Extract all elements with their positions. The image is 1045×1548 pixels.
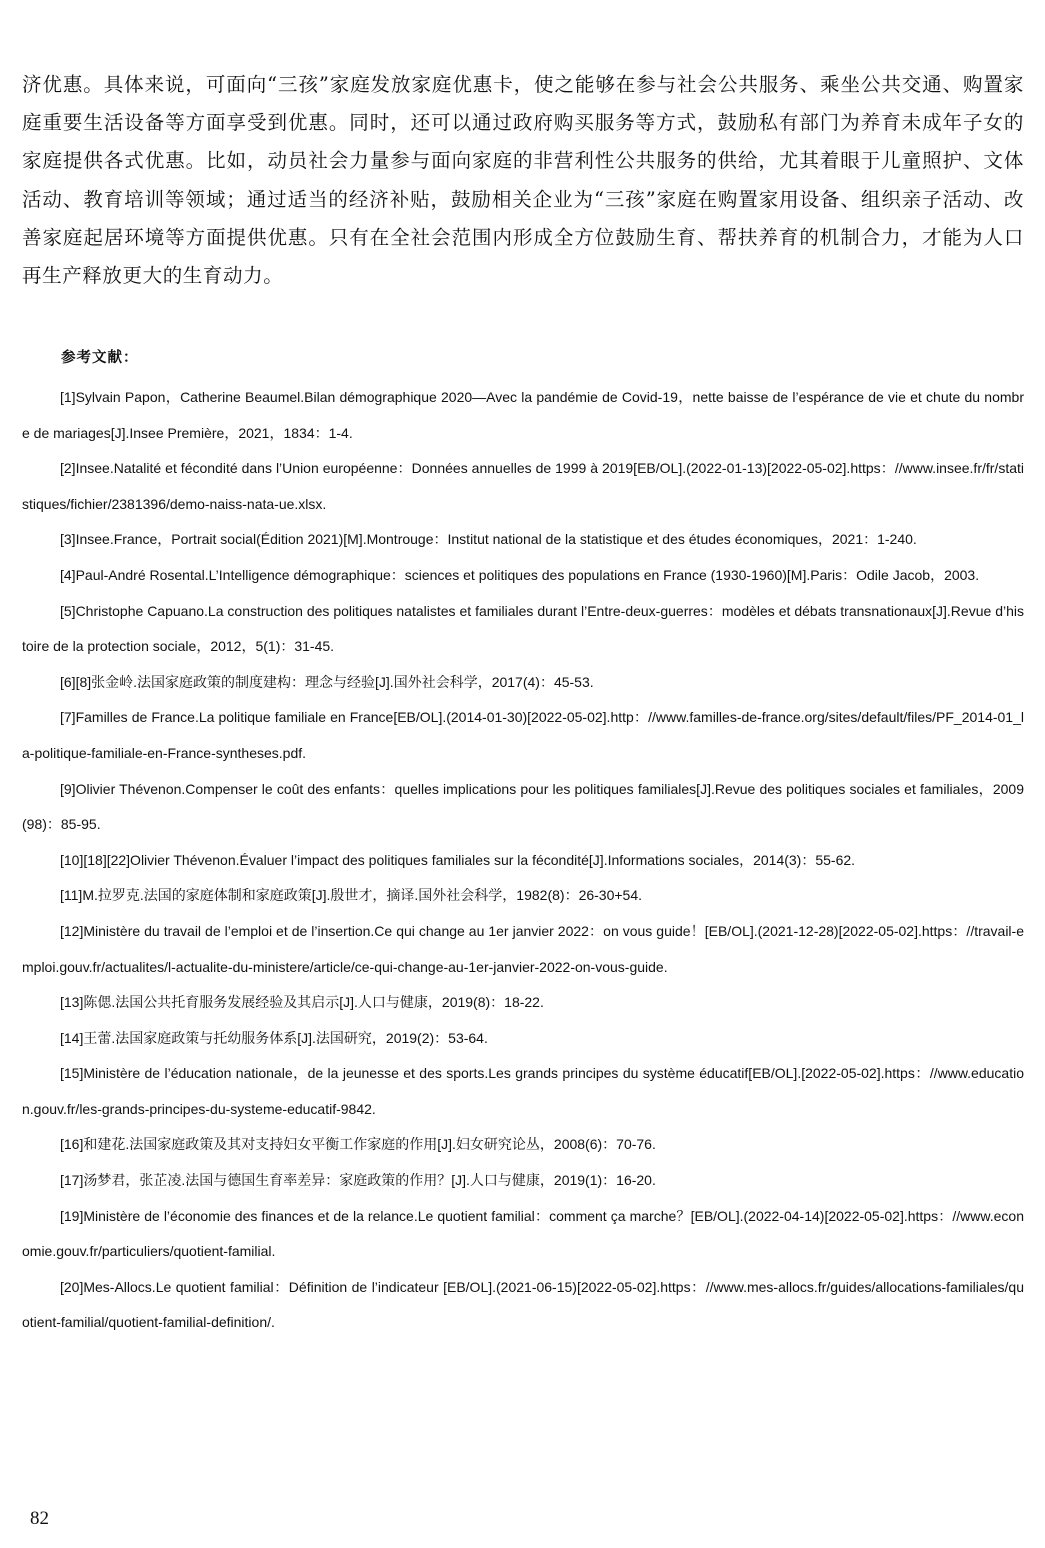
reference-item: [11]M.拉罗克.法国的家庭体制和家庭政策[J].殷世才，摘译.国外社会科学，1982(8)：26-30+54. [60, 887, 643, 904]
page-number: 82 [30, 1508, 49, 1529]
reference-item: [12]Ministère du travail de l’emploi et de l’insertion.Ce qui change au 1er janvier 2022：on vous guide！[EB/OL].(2021-12-28)[2022-05-02].https：//travail-emploi.gouv.fr/actualites/l-actualite-du-ministere/article/ce-qui-change-au-1er-janvier-2022-on-vous-guide. [22, 922, 1024, 975]
reference-item: [10][18][22]Olivier Thévenon.Évaluer l’impact des politiques familiales sur la fécondité[J].Informations sociales，2014(3)：55-62. [60, 851, 856, 868]
reference-item: [4]Paul-André Rosental.L’Intelligence démographique：sciences et politiques des populations en France (1930-1960)[M].Paris：Odile Jacob，2003. [60, 566, 980, 583]
reference-item: [7]Familles de France.La politique familiale en France[EB/OL].(2014-01-30)[2022-05-02].http：//www.familles-de-france.org/sites/default/files/PF_2014-01_la-politique-familiale-en-France-syntheses.pdf. [22, 709, 1024, 761]
body-paragraph: 济优惠。具体来说，可面向“三孩”家庭发放家庭优惠卡，使之能够在参与社会公共服务、乘坐公共交通、购置家庭重要生活设备等方面享受到优惠。同时，还可以通过政府购买服务等方式，鼓励私有部门为养育未成年子女的家庭提供各式优惠。比如，动员社会力量参与面向家庭的非营利性公共服务的供给，尤其着眼于儿童照护、文体活动、教育培训等领域；通过适当的经济补贴，鼓励相关企业为“三孩”家庭在购置家用设备、组织亲子活动、改善家庭起居环境等方面提供优惠。只有在全社会范围内形成全方位鼓励生育、帮扶养育的机制合力，才能为人口再生产释放更大的生育动力。 [22, 73, 1024, 288]
reference-item: [14]王蕾.法国家庭政策与托幼服务体系[J].法国研究，2019(2)：53-64. [60, 1029, 488, 1046]
reference-item: [3]Insee.France，Portrait social(Édition 2021)[M].Montrouge：Institut national de la statistique et des études économiques，2021：1-240. [60, 531, 917, 548]
reference-item: [1]Sylvain Papon，Catherine Beaumel.Bilan démographique 2020—Avec la pandémie de Covid-19，nette baisse de l’espérance de vie et chute du nombre de mariages[J].Insee Première，2021，1834：1-4. [22, 389, 1024, 441]
reference-item: [13]陈偲.法国公共托育服务发展经验及其启示[J].人口与健康，2019(8)：18-22. [60, 994, 544, 1011]
reference-item: [6][8]张金岭.法国家庭政策的制度建构：理念与经验[J].国外社会科学，2017(4)：45-53. [60, 673, 594, 690]
references-list [22, 380, 1024, 1341]
reference-item: [2]Insee.Natalité et fécondité dans l’Union européenne：Données annuelles de 1999 à 2019[EB/OL].(2022-01-13)[2022-05-02].https：//www.insee.fr/fr/statistiques/fichier/2381396/demo-naiss-nata-ue.xlsx. [22, 460, 1024, 512]
reference-item: [15]Ministère de l’éducation nationale，de la jeunesse et des sports.Les grands principes du système éducatif[EB/OL].[2022-05-02].https：//www.education.gouv.fr/les-grands-principes-du-systeme-educatif-9842. [22, 1065, 1024, 1117]
reference-item: [19]Ministère de l’économie des finances et de la relance.Le quotient familial：comment ça marche？[EB/OL].(2022-04-14)[2022-05-02].https：//www.economie.gouv.fr/particuliers/quotient-familial. [22, 1207, 1024, 1260]
reference-item: [20]Mes-Allocs.Le quotient familial：Définition de l’indicateur [EB/OL].(2021-06-15)[2022-05-02].https：//www.mes-allocs.fr/guides/allocations-familiales/quotient-familial/quotient-familial-definition/. [22, 1278, 1024, 1331]
reference-item: [5]Christophe Capuano.La construction des politiques natalistes et familiales durant l’Entre-deux-guerres：modèles et débats transnationaux[J].Revue d’histoire de la protection sociale，2012，5(1)：31-45. [22, 602, 1024, 655]
reference-item: [16]和建花.法国家庭政策及其对支持妇女平衡工作家庭的作用[J].妇女研究论丛，2008(6)：70-76. [60, 1136, 656, 1153]
references-heading: 参考文献： [61, 350, 139, 366]
reference-item: [9]Olivier Thévenon.Compenser le coût des enfants：quelles implications pour les politiques familiales[J].Revue des politiques sociales et familiales，2009(98)：85-95. [22, 780, 1024, 833]
reference-item: [17]汤梦君，张芷凌.法国与德国生育率差异：家庭政策的作用？[J].人口与健康，2019(1)：16-20. [60, 1172, 656, 1189]
